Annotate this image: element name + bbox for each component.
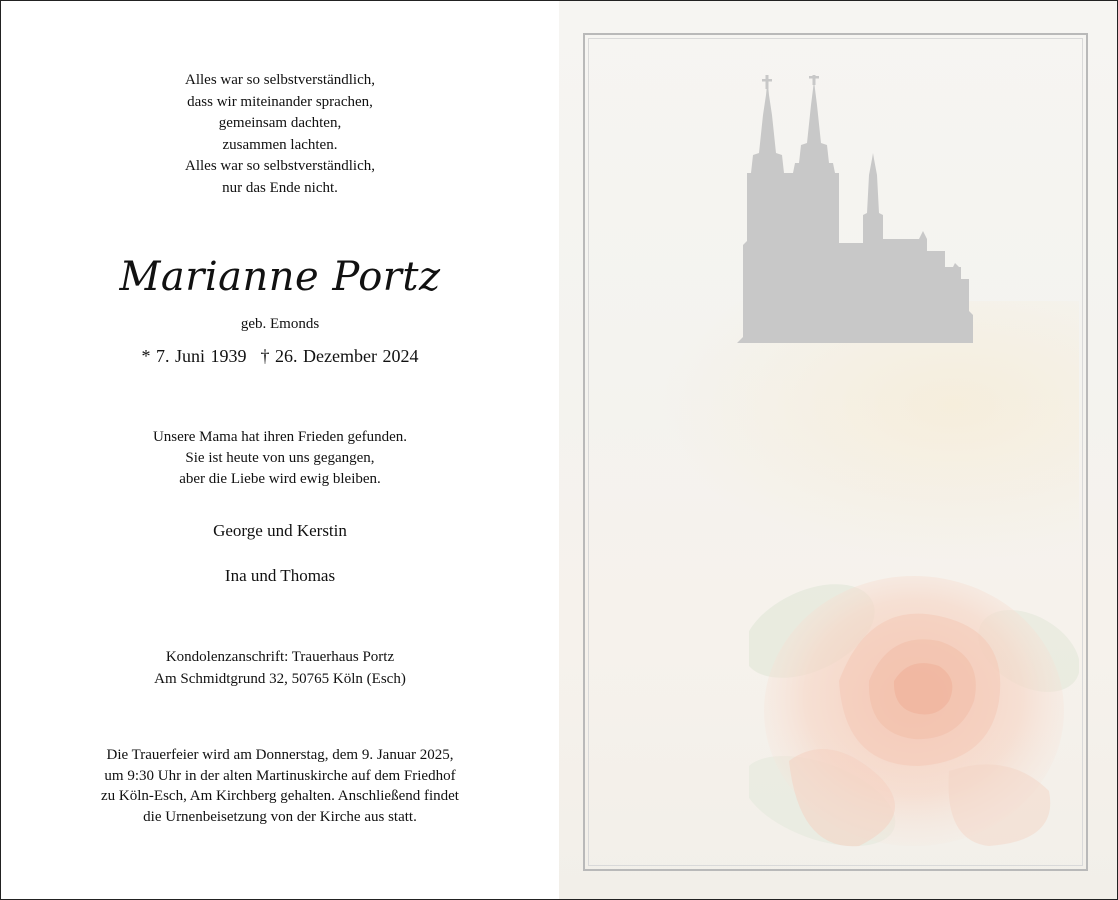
poem-line: dass wir miteinander sprachen, [187, 93, 373, 110]
condolence-address [1, 647, 559, 690]
message-line: Unsere Mama hat ihren Frieden gefunden. [152, 429, 408, 445]
ceremony-line: Die Trauerfeier wird am Donnerstag, dem 9. Januar 2025, [106, 747, 454, 763]
ceremony-line: zu Köln-Esch, Am Kirchberg gehalten. Anschließend findet [101, 788, 459, 804]
life-dates [1, 344, 559, 368]
text-page [1, 1, 559, 899]
image-page [559, 1, 1117, 899]
birth-date: * 7. Juni 1939 [141, 346, 247, 366]
ceremony-details [1, 745, 559, 827]
poem-line: zusammen lachten. [222, 136, 338, 153]
death-date: † 26. Dezember 2024 [260, 346, 419, 366]
poem-line: nur das Ende nicht. [222, 179, 338, 196]
condolence-line: Am Schmidtgrund 32, 50765 Köln (Esch) [154, 670, 406, 687]
message-line: aber die Liebe wird ewig bleiben. [179, 471, 381, 487]
poem [1, 70, 559, 199]
picture-frame-inner [588, 38, 1083, 866]
deceased-name: Marianne Portz [119, 254, 441, 300]
farewell-message [1, 427, 559, 490]
poem-line: Alles war so selbstverständlich, [185, 158, 375, 174]
ceremony-line: um 9:30 Uhr in der alten Martinuskirche auf dem Friedhof [104, 767, 456, 784]
condolence-line: Kondolenzanschrift: Trauerhaus Portz [165, 649, 395, 665]
birth-name: geb. Emonds [240, 316, 320, 332]
ceremony-line: die Urnenbeisetzung von der Kirche aus statt. [143, 808, 417, 825]
poem-line: Alles war so selbstverständlich, [185, 72, 375, 88]
message-line: Sie ist heute von uns gegangen, [185, 450, 375, 466]
poem-line: gemeinsam dachten, [218, 115, 342, 131]
family-line: Ina und Thomas [224, 566, 336, 585]
family-line: George und Kerstin [213, 521, 347, 540]
picture-frame [583, 33, 1088, 871]
